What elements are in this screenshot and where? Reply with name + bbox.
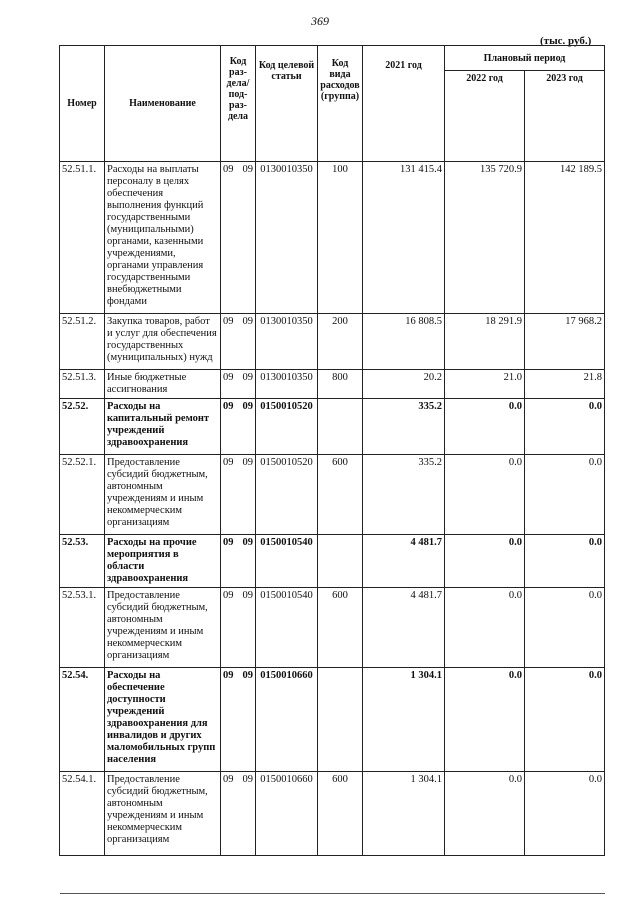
row-type [318,535,363,588]
table-row [60,162,605,314]
podrazdel-code: 09 [242,401,253,412]
row-2021: 1 304.1 [363,772,445,856]
row-2021: 335.2 [363,399,445,455]
row-section [221,588,256,668]
row-2023: 142 189.5 [525,162,605,314]
row-target: 0130010350 [256,162,318,314]
razdel-code: 09 [223,590,234,601]
row-type: 800 [318,370,363,399]
table-row [60,535,605,588]
row-name: Иные бюджетные ассигнования [105,370,221,399]
row-2022: 0.0 [445,399,525,455]
row-number: 52.52. [60,399,105,455]
razdel-code: 09 [223,372,234,383]
row-section [221,370,256,399]
row-name: Предоставление субсидий бюджетным, автономным учреждениям и иным некоммерческим организациям [105,588,221,668]
podrazdel-code: 09 [242,537,253,548]
row-name: Предоставление субсидий бюджетным, автономным учреждениям и иным некоммерческим организациям [105,772,221,856]
row-target: 0150010660 [256,772,318,856]
row-2021: 335.2 [363,455,445,535]
row-number: 52.53. [60,535,105,588]
row-target: 0150010660 [256,668,318,772]
row-name: Закупка товаров, работ и услуг для обеспечения государственных (муниципальных) нужд [105,314,221,370]
row-type: 600 [318,588,363,668]
header-2023: 2023 год [525,71,605,162]
row-2022: 0.0 [445,772,525,856]
row-2021: 4 481.7 [363,588,445,668]
header-2021: 2021 год [363,46,445,162]
table-row [60,772,605,856]
table-row [60,455,605,535]
row-name: Расходы на выплаты персоналу в целях обеспечения выполнения функций государственными (муниципальными) органами, казенными учреждениями, органами управления государственными внебюджетными фондами [105,162,221,314]
row-2023: 0.0 [525,399,605,455]
row-target: 0130010350 [256,370,318,399]
razdel-code: 09 [223,457,234,468]
row-2022: 0.0 [445,455,525,535]
podrazdel-code: 09 [242,670,253,681]
row-2021: 16 808.5 [363,314,445,370]
row-2022: 0.0 [445,588,525,668]
razdel-code: 09 [223,164,234,175]
razdel-code: 09 [223,401,234,412]
row-number: 52.54.1. [60,772,105,856]
header-number: Номер [60,46,105,162]
row-2021: 1 304.1 [363,668,445,772]
row-section [221,314,256,370]
row-2023: 0.0 [525,668,605,772]
row-2023: 0.0 [525,455,605,535]
row-type: 100 [318,162,363,314]
row-2023: 21.8 [525,370,605,399]
row-2023: 0.0 [525,772,605,856]
row-section [221,399,256,455]
row-name: Предоставление субсидий бюджетным, автономным учреждениям и иным некоммерческим организациям [105,455,221,535]
razdel-code: 09 [223,316,234,327]
row-2022: 135 720.9 [445,162,525,314]
header-plan-period: Плановый период [445,46,605,71]
row-2022: 18 291.9 [445,314,525,370]
row-target: 0130010350 [256,314,318,370]
header-section: Код раз-дела/ под-раз-дела [221,46,256,162]
row-section [221,162,256,314]
podrazdel-code: 09 [242,164,253,175]
row-number: 52.51.1. [60,162,105,314]
row-type [318,668,363,772]
budget-table [59,45,605,856]
row-2022: 0.0 [445,668,525,772]
row-number: 52.51.2. [60,314,105,370]
page-number: 369 [311,14,329,28]
razdel-code: 09 [223,670,234,681]
table-row [60,314,605,370]
podrazdel-code: 09 [242,457,253,468]
row-type: 200 [318,314,363,370]
row-section [221,455,256,535]
row-target: 0150010520 [256,399,318,455]
row-2022: 0.0 [445,535,525,588]
razdel-code: 09 [223,774,234,785]
podrazdel-code: 09 [242,316,253,327]
row-2022: 21.0 [445,370,525,399]
header-target: Код целевой статьи [256,46,318,162]
header-2022: 2022 год [445,71,525,162]
row-section [221,772,256,856]
row-2021: 131 415.4 [363,162,445,314]
row-number: 52.51.3. [60,370,105,399]
row-name: Расходы на капитальный ремонт учреждений здравоохранения [105,399,221,455]
row-name: Расходы на обеспечение доступности учреждений здравоохранения для инвалидов и других маломобильных групп населения [105,668,221,772]
row-name: Расходы на прочие мероприятия в области здравоохранения [105,535,221,588]
header-type: Код вида расходов (группа) [318,46,363,162]
units-label: (тыс. руб.) [540,35,592,47]
row-number: 52.54. [60,668,105,772]
row-2023: 17 968.2 [525,314,605,370]
row-number: 52.52.1. [60,455,105,535]
row-2021: 4 481.7 [363,535,445,588]
row-2023: 0.0 [525,535,605,588]
footer-line [60,893,605,894]
row-section [221,668,256,772]
table-row [60,370,605,399]
header-name: Наименование [105,46,221,162]
table-row [60,399,605,455]
razdel-code: 09 [223,537,234,548]
row-target: 0150010540 [256,588,318,668]
row-number: 52.53.1. [60,588,105,668]
row-type: 600 [318,772,363,856]
row-type [318,399,363,455]
table-row [60,588,605,668]
row-type: 600 [318,455,363,535]
row-2023: 0.0 [525,588,605,668]
table-row [60,668,605,772]
podrazdel-code: 09 [242,590,253,601]
row-2021: 20.2 [363,370,445,399]
row-target: 0150010520 [256,455,318,535]
row-target: 0150010540 [256,535,318,588]
podrazdel-code: 09 [242,774,253,785]
row-section [221,535,256,588]
podrazdel-code: 09 [242,372,253,383]
